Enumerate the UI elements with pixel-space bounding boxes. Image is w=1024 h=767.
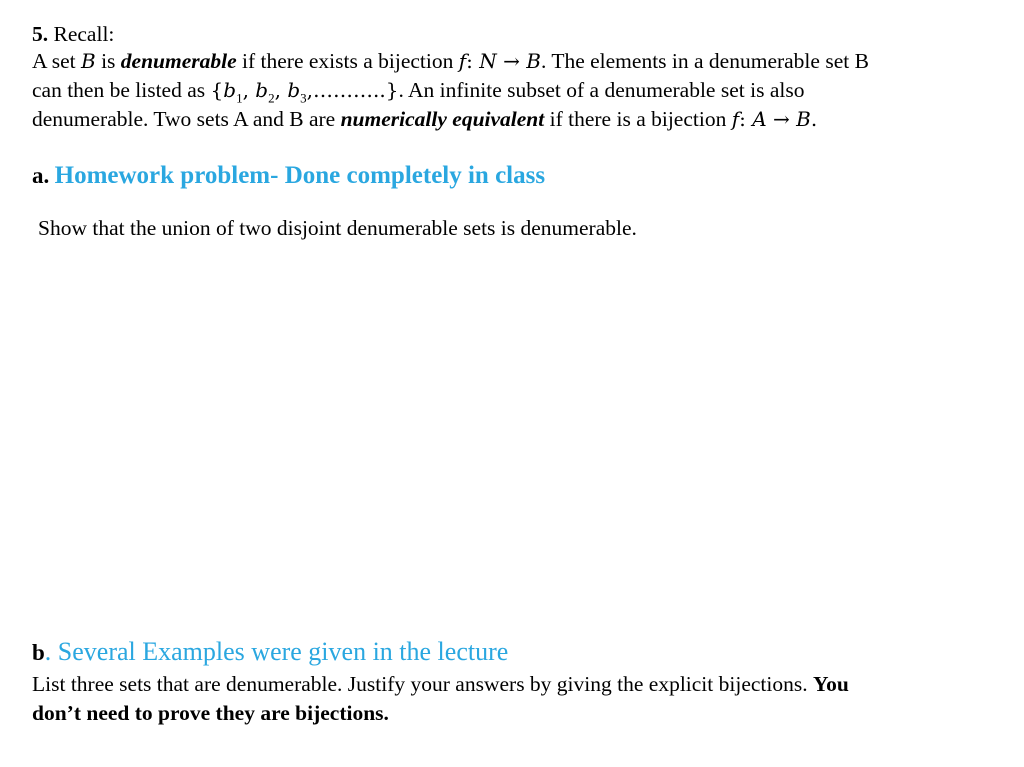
math-subscript: 1	[236, 90, 243, 106]
text: . An infinite subset of a denumerable set is also	[398, 78, 805, 102]
math-var: f	[731, 107, 740, 131]
math-var: B	[526, 49, 541, 73]
math-colon: :	[466, 49, 480, 73]
term-denumerable: denumerable	[120, 49, 237, 73]
math-comma: ,	[274, 78, 288, 102]
text: . The elements in a denumerable set B	[540, 49, 869, 73]
text: denumerable. Two sets A and B are	[32, 107, 341, 131]
math-subscript: 3	[300, 90, 307, 106]
text: A set	[32, 49, 81, 73]
math-var: b	[287, 78, 301, 102]
math-colon: :	[739, 107, 753, 131]
math-ellipsis: ,………..	[306, 78, 386, 102]
part-b-label: b	[32, 640, 45, 665]
math-comma: ,	[242, 78, 256, 102]
part-b-dot: .	[44, 637, 52, 666]
problem-header	[32, 20, 114, 48]
math-var: B	[796, 107, 811, 131]
part-a-label: a.	[32, 163, 50, 188]
problem-title: Recall:	[53, 22, 115, 46]
part-b-header	[32, 638, 508, 667]
part-b-line-2: don’t need to prove they are bijections.	[32, 701, 389, 725]
math-arrow: →	[496, 49, 527, 73]
math-brace: }	[385, 78, 399, 102]
math-subscript: 2	[268, 90, 275, 106]
text: if there exists a bijection	[236, 49, 459, 73]
text: List three sets that are denumerable. Justify your answers by giving the explicit bijections.	[32, 672, 813, 696]
math-var: A	[752, 107, 767, 131]
part-a-text: Show that the union of two disjoint denumerable sets is denumerable.	[38, 216, 637, 240]
text: can then be listed as	[32, 78, 211, 102]
math-brace: {	[210, 78, 224, 102]
recall-line-1	[32, 47, 869, 75]
math-var: b	[223, 78, 237, 102]
math-arrow: →	[766, 107, 797, 131]
emphasis-text: You	[812, 672, 849, 696]
math-var: b	[255, 78, 269, 102]
recall-line-3	[32, 105, 817, 133]
text: is	[95, 49, 121, 73]
part-b-line-1	[32, 670, 849, 698]
math-var: N	[479, 49, 497, 73]
math-var: f	[458, 49, 467, 73]
part-b-heading: Several Examples were given in the lecture	[51, 637, 509, 666]
term-numerically-equivalent: numerically equivalent	[340, 107, 545, 131]
math-period: .	[810, 107, 818, 131]
part-a-header	[32, 162, 545, 190]
part-a-heading: Homework problem- Done completely in class	[54, 162, 546, 189]
text: if there is a bijection	[544, 107, 732, 131]
math-var: B	[80, 49, 96, 73]
problem-number: 5.	[32, 22, 49, 46]
